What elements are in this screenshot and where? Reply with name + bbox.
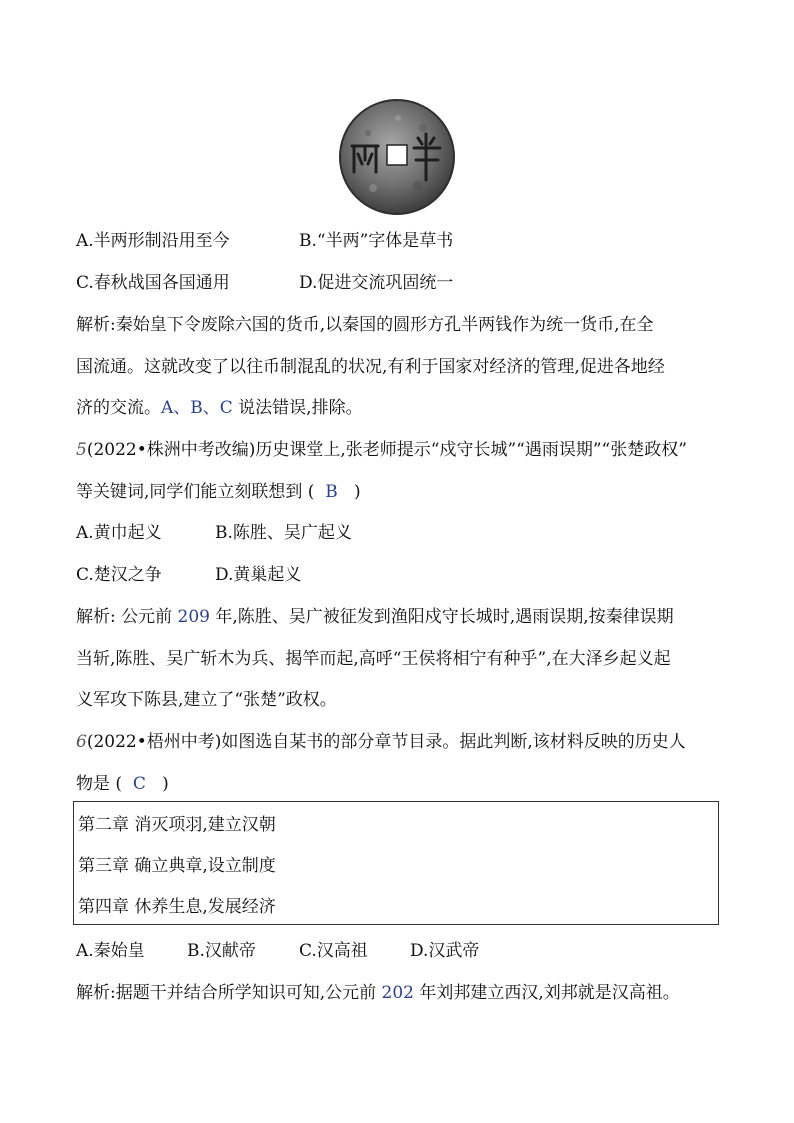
- q6-stem-line-1: [76, 731, 686, 753]
- q5-stem-text-2: 等关键词,同学们能立刻联想到 (: [76, 482, 315, 502]
- q6-stem-text-2: 物是 (: [76, 774, 123, 794]
- q4-analysis-line-3-prefix: 济的交流。: [76, 398, 161, 418]
- q4-analysis-line-1: 解析:秦始皇下令废除六国的货币,以秦国的圆形方孔半两钱作为统一货币,在全: [76, 315, 654, 335]
- q5-stem-line-2: [76, 481, 361, 503]
- q4-option-c: C.春秋战国各国通用: [76, 273, 230, 293]
- q5-stem-text-1: (2022•株洲中考改编)历史课堂上,张老师提示“戍守长城”“遇雨误期”“张楚政权”: [86, 440, 687, 460]
- q6-analysis-prefix: 解析:据题干并结合所学知识可知,公元前: [76, 983, 382, 1003]
- q6-number: 6: [76, 732, 87, 752]
- ban-liang-coin-image: [338, 98, 456, 216]
- ban-liang-coin-icon: [338, 98, 456, 216]
- q5-option-c: C.楚汉之争: [76, 565, 162, 585]
- q6-stem-text-1: (2022•梧州中考)如图选自某书的部分章节目录。据此判断,该材料反映的历史人: [86, 732, 686, 752]
- q6-option-c: C.汉高祖: [299, 941, 368, 961]
- q4-analysis-wrong-options: A、B、C: [161, 398, 233, 418]
- q5-analysis-line-3: 义军攻下陈县,建立了“张楚”政权。: [76, 690, 337, 710]
- q5-option-a: A.黄巾起义: [76, 523, 162, 543]
- q6-chapter-3: 第三章 确立典章,设立制度: [78, 856, 276, 876]
- q4-analysis-line-3-suffix: 说法错误,排除。: [232, 398, 363, 418]
- q5-stem-line-1: [76, 439, 687, 461]
- q5-analysis-suffix: 年,陈胜、吴广被征发到渔阳戍守长城时,遇雨误期,按秦律误期: [210, 607, 674, 627]
- q5-analysis-year: 209: [177, 607, 210, 627]
- q6-option-a: A.秦始皇: [76, 941, 145, 961]
- q5-answer: B: [325, 482, 338, 502]
- q4-analysis-line-3: [76, 397, 363, 419]
- q5-stem-close: ): [353, 482, 361, 502]
- q4-option-b: B.“半两”字体是草书: [299, 231, 454, 251]
- q4-option-a: A.半两形制沿用至今: [76, 231, 230, 251]
- q5-analysis-line-2: 当斩,陈胜、吴广斩木为兵、揭竿而起,高呼“王侯将相宁有种乎”,在大泽乡起义起: [76, 649, 671, 669]
- q6-option-d: D.汉武帝: [410, 941, 480, 961]
- q6-chapter-4: 第四章 休养生息,发展经济: [78, 897, 276, 917]
- q5-option-b: B.陈胜、吴广起义: [215, 523, 352, 543]
- q6-analysis-line: [76, 982, 680, 1004]
- q5-option-d: D.黄巢起义: [215, 565, 302, 585]
- q6-chapter-2: 第二章 消灭项羽,建立汉朝: [78, 815, 276, 835]
- q4-analysis-line-2: 国流通。这就改变了以往币制混乱的状况,有利于国家对经济的管理,促进各地经: [76, 357, 665, 377]
- q6-stem-line-2: [76, 773, 169, 795]
- q6-answer: C: [132, 774, 146, 794]
- q6-analysis-year: 202: [381, 983, 414, 1003]
- q6-analysis-suffix: 年刘邦建立西汉,刘邦就是汉高祖。: [414, 983, 680, 1003]
- q5-analysis-prefix: 解析: 公元前: [76, 607, 178, 627]
- q5-number: 5: [76, 440, 87, 460]
- q6-chapter-list-box: [73, 801, 719, 925]
- q6-stem-close: ): [162, 774, 169, 794]
- q5-analysis-line-1: [76, 606, 674, 628]
- q4-option-d: D.促进交流巩固统一: [299, 273, 454, 293]
- q6-option-b: B.汉献帝: [187, 941, 256, 961]
